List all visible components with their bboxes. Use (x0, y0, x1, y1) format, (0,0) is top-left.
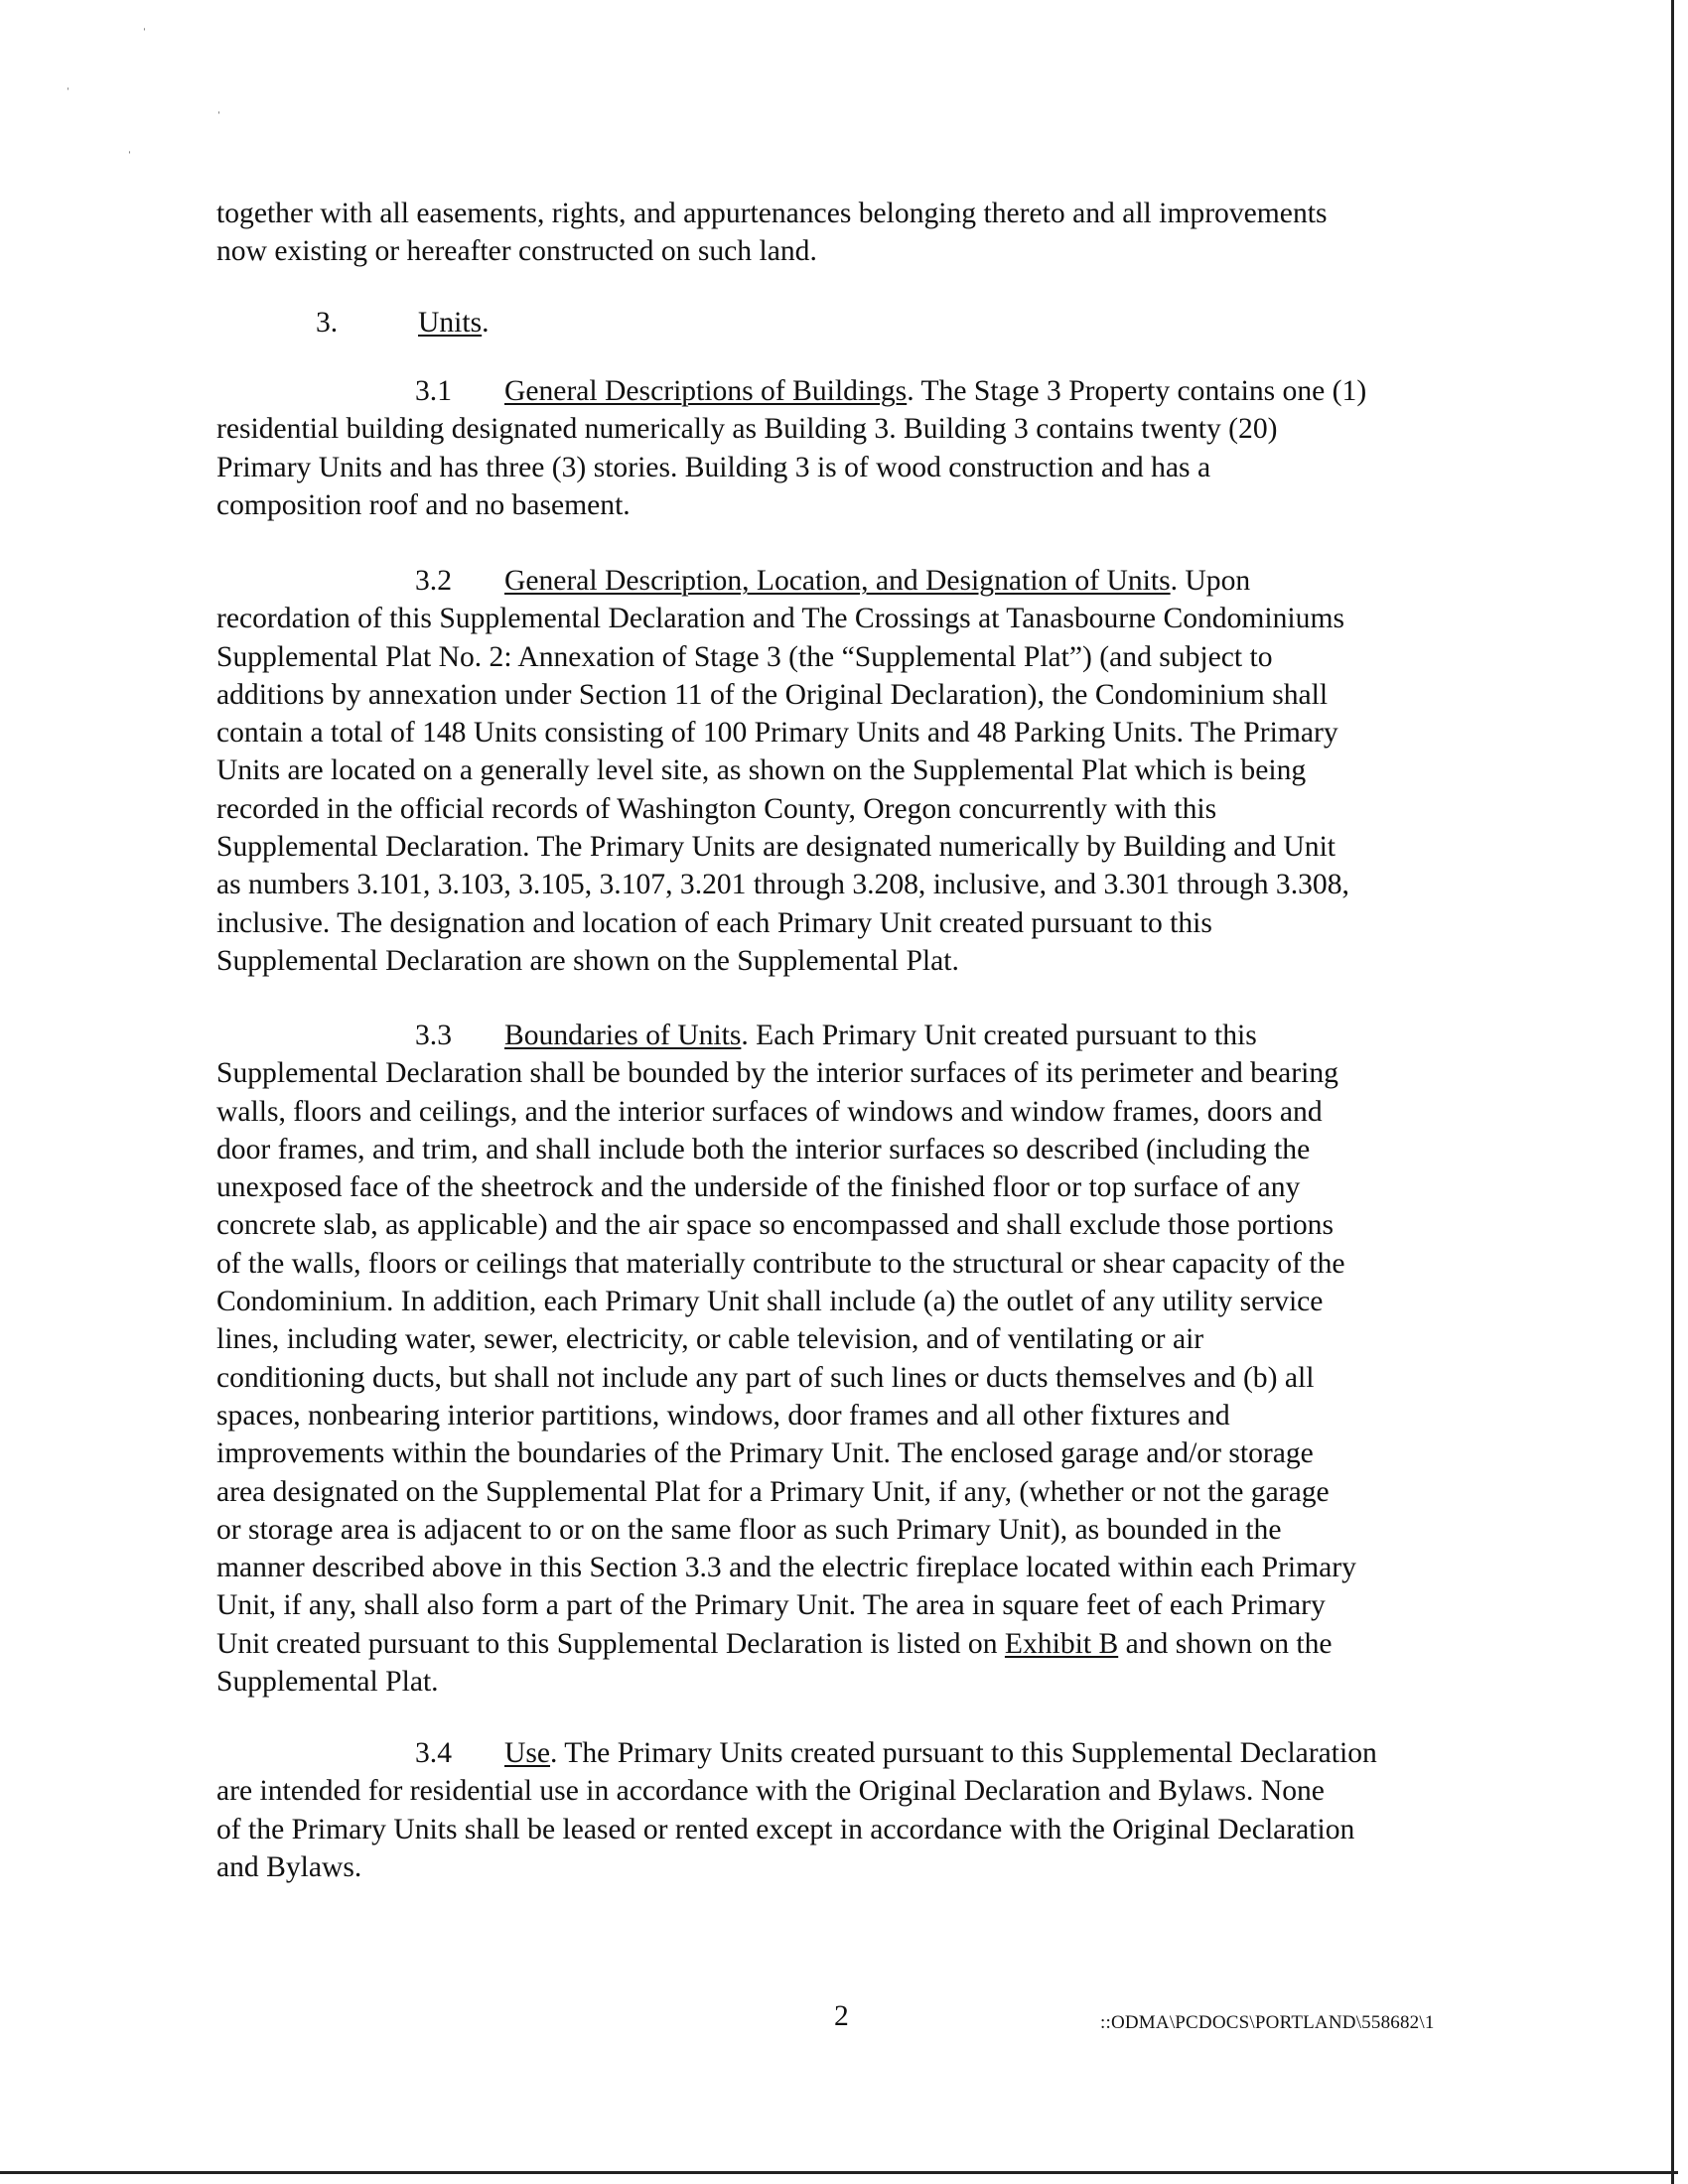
text-line: Supplemental Declaration shall be bounded by the interior surfaces of its perimeter and bearing (216, 1057, 1338, 1090)
subsection-number: 3.2 (415, 565, 452, 597)
subsection-3-4 (216, 1734, 1479, 1886)
text-line: recorded in the official records of Washington County, Oregon concurrently with this (216, 792, 1217, 825)
subsection-number: 3.3 (415, 1020, 452, 1051)
page-edge-right (1671, 0, 1674, 2184)
intro-paragraph (216, 195, 1479, 271)
text-line: improvements within the boundaries of the Primary Unit. The enclosed garage and/or storage (216, 1437, 1314, 1470)
text-line: spaces, nonbearing interior partitions, windows, door frames and all other fixtures and (216, 1399, 1230, 1432)
text-line: composition roof and no basement. (216, 488, 631, 521)
text-line: or storage area is adjacent to or on the same floor as such Primary Unit), as bounded in the (216, 1513, 1282, 1546)
page-edge-bottom (0, 2171, 1678, 2174)
scan-speck: ˈ (142, 27, 147, 42)
subsection-first-line (216, 1017, 1479, 1054)
subsection-heading: Use (504, 1737, 551, 1769)
text-line: are intended for residential use in accordance with the Original Declaration and Bylaws. None (216, 1775, 1325, 1808)
subsection-heading: General Description, Location, and Designation of Units (504, 565, 1171, 597)
text-line: manner described above in this Section 3.3 and the electric fireplace located within each Primary (216, 1552, 1356, 1584)
scan-speck: ˈ (127, 150, 132, 165)
subsection-first-line (216, 562, 1479, 600)
text-line: inclusive. The designation and location of each Primary Unit created pursuant to this (216, 906, 1212, 939)
subsection-heading: General Descriptions of Buildings (504, 375, 908, 407)
subsection-number: 3.1 (415, 375, 452, 407)
text-line: Unit, if any, shall also form a part of the Primary Unit. The area in square feet of each Primary (216, 1589, 1326, 1622)
text-fragment: . The Primary Units created pursuant to this Supplemental Declaration (550, 1737, 1377, 1769)
text-fragment: . Each Primary Unit created pursuant to this (741, 1020, 1257, 1051)
subsection-3-2 (216, 562, 1479, 980)
subsection-first-line (216, 372, 1479, 410)
text-fragment: and shown on the (1118, 1627, 1333, 1660)
text-line: Condominium. In addition, each Primary Unit shall include (a) the outlet of any utility service (216, 1286, 1324, 1318)
document-path: ::ODMA\PCDOCS\PORTLAND\558682\1 (1100, 2012, 1435, 2033)
section-title: Units (418, 307, 483, 339)
text-line: together with all easements, rights, and appurtenances belonging thereto and all improvements (216, 198, 1328, 229)
text-line: door frames, and trim, and shall include both the interior surfaces so described (including the (216, 1133, 1311, 1165)
subsection-number: 3.4 (415, 1737, 452, 1769)
text-line: Primary Units and has three (3) stories. Building 3 is of wood construction and has a (216, 451, 1211, 483)
text-line: walls, floors and ceilings, and the interior surfaces of windows and window frames, doors and (216, 1095, 1323, 1128)
text-line: Supplemental Plat. (216, 1666, 439, 1699)
text-line: Units are located on a generally level site, as shown on the Supplemental Plat which is being (216, 754, 1307, 787)
text-line: residential building designated numerically as Building 3. Building 3 contains twenty (20) (216, 413, 1278, 446)
text-line: of the walls, floors or ceilings that materially contribute to the structural or shear capacity of the (216, 1247, 1345, 1280)
page-number: 2 (834, 2000, 849, 2032)
text-line: as numbers 3.101, 3.103, 3.105, 3.107, 3.201 through 3.208, inclusive, and 3.301 through 3.308, (216, 869, 1349, 901)
text-line: now existing or hereafter constructed on such land. (216, 235, 817, 268)
text-line: Supplemental Declaration. The Primary Units are designated numerically by Building and Unit (216, 831, 1336, 864)
section-title-punct: . (482, 307, 490, 339)
scan-speck: ˈ (216, 110, 221, 125)
text-fragment: Unit created pursuant to this Supplemental Declaration is listed on (216, 1627, 1005, 1660)
text-line: area designated on the Supplemental Plat for a Primary Unit, if any, (whether or not the garage (216, 1475, 1330, 1508)
exhibit-b-reference: Exhibit B (1004, 1627, 1119, 1660)
text-line: of the Primary Units shall be leased or rented except in accordance with the Original Declaration (216, 1813, 1355, 1845)
text-fragment: . The Stage 3 Property contains one (1) (907, 375, 1367, 407)
text-line: concrete slab, as applicable) and the air space so encompassed and shall exclude those portions (216, 1209, 1334, 1242)
subsection-3-3 (216, 1017, 1479, 1701)
text-line: lines, including water, sewer, electricity, or cable television, and of ventilating or air (216, 1323, 1204, 1356)
section-number: 3. (316, 307, 339, 339)
text-line: unexposed face of the sheetrock and the underside of the finished floor or top surface of any (216, 1171, 1301, 1204)
scan-speck: ˈ (66, 86, 70, 101)
text-line: recordation of this Supplemental Declaration and The Crossings at Tanasbourne Condominiums (216, 603, 1344, 635)
subsection-heading: Boundaries of Units (504, 1020, 742, 1051)
text-fragment: . Upon (1170, 565, 1251, 597)
subsection-first-line (216, 1734, 1479, 1772)
text-line: Supplemental Declaration are shown on the Supplemental Plat. (216, 944, 959, 977)
section-3-heading (316, 304, 490, 341)
text-line: and Bylaws. (216, 1850, 362, 1883)
exhibit-line (216, 1625, 1479, 1663)
text-line: additions by annexation under Section 11 of the Original Declaration), the Condominium shall (216, 678, 1329, 711)
text-line: contain a total of 148 Units consisting of 100 Primary Units and 48 Parking Units. The Primary (216, 717, 1338, 750)
text-line: conditioning ducts, but shall not include any part of such lines or ducts themselves and (b) all (216, 1361, 1315, 1394)
subsection-3-1 (216, 372, 1479, 524)
text-line: Supplemental Plat No. 2: Annexation of Stage 3 (the “Supplemental Plat”) (and subject to (216, 640, 1273, 673)
